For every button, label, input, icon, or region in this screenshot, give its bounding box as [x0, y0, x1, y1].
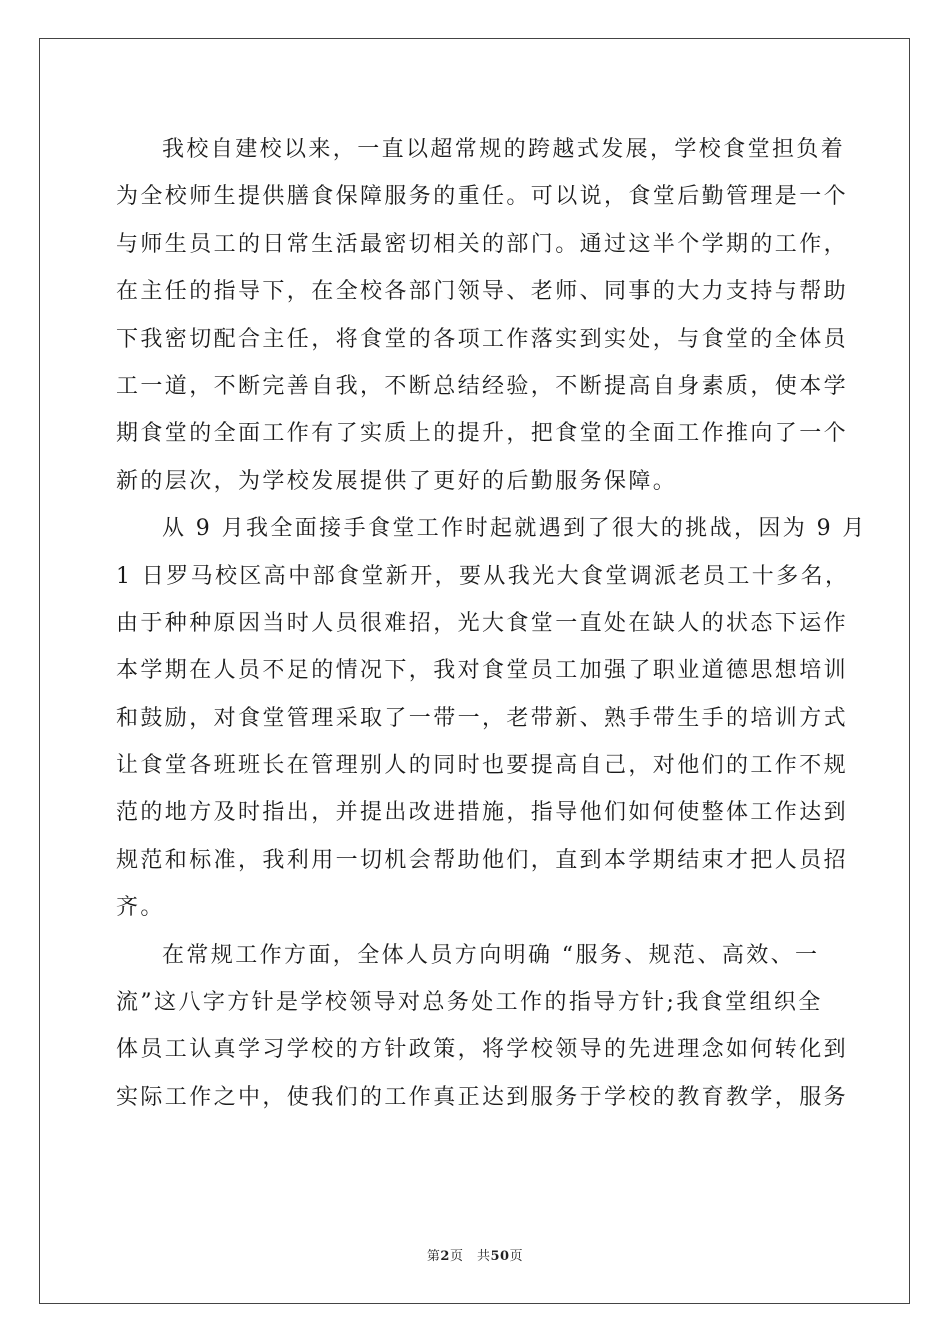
footer-total-pages: 50: [490, 1249, 510, 1264]
text-line: 在常规工作方面，全体人员方向明确 “服务、规范、高效、一: [162, 942, 820, 968]
text-line: 下我密切配合主任，将食堂的各项工作落实到实处，与食堂的全体员: [116, 326, 849, 352]
text-line: 体员工认真学习学校的方针政策，将学校领导的先进理念如何转化到: [116, 1037, 849, 1063]
text-line: 规范和标准，我利用一切机会帮助他们，直到本学期结束才把人员招: [116, 847, 849, 873]
text-line: 和鼓励，对食堂管理采取了一带一，老带新、熟手带生手的培训方式: [116, 705, 849, 731]
text-line: 新的层次，为学校发展提供了更好的后勤服务保障。: [116, 468, 678, 494]
footer-suffix: 页: [509, 1249, 524, 1264]
text-line: 为全校师生提供膳食保障服务的重任。可以说，食堂后勤管理是一个: [116, 184, 849, 210]
text-line: 在主任的指导下，在全校各部门领导、老师、同事的大力支持与帮助: [116, 279, 849, 305]
text-line: 让食堂各班班长在管理别人的同时也要提高自己，对他们的工作不规: [116, 753, 849, 779]
footer-prefix: 第: [426, 1249, 441, 1264]
document-body: [116, 126, 867, 1121]
text-line: 流”这八字方针是学校领导对总务处工作的指导方针;我食堂组织全: [116, 990, 823, 1016]
text-line: 齐。: [116, 895, 165, 921]
footer-page-number: 2: [440, 1249, 450, 1264]
text-line: 期食堂的全面工作有了实质上的提升，把食堂的全面工作推向了一个: [116, 421, 849, 447]
text-line: 与师生员工的日常生活最密切相关的部门。通过这半个学期的工作，: [116, 231, 849, 257]
text-line: 从 9 月我全面接手食堂工作时起就遇到了很大的挑战，因为 9 月: [162, 516, 867, 542]
page-footer: [0, 1245, 950, 1264]
text-line: 1 日罗马校区高中部食堂新开，要从我光大食堂调派老员工十多名，: [116, 563, 850, 589]
footer-mid: 页 共: [449, 1249, 491, 1264]
text-line: 本学期在人员不足的情况下，我对食堂员工加强了职业道德思想培训: [116, 658, 849, 684]
text-line: 实际工作之中，使我们的工作真正达到服务于学校的教育教学，服务: [116, 1084, 849, 1110]
text-line: 由于种种原因当时人员很难招，光大食堂一直处在缺人的状态下运作: [116, 610, 849, 636]
text-line: 范的地方及时指出，并提出改进措施，指导他们如何使整体工作达到: [116, 800, 849, 826]
text-line: 我校自建校以来，一直以超常规的跨越式发展，学校食堂担负着: [162, 137, 846, 162]
text-line: 工一道，不断完善自我，不断总结经验，不断提高自身素质，使本学: [116, 373, 849, 399]
